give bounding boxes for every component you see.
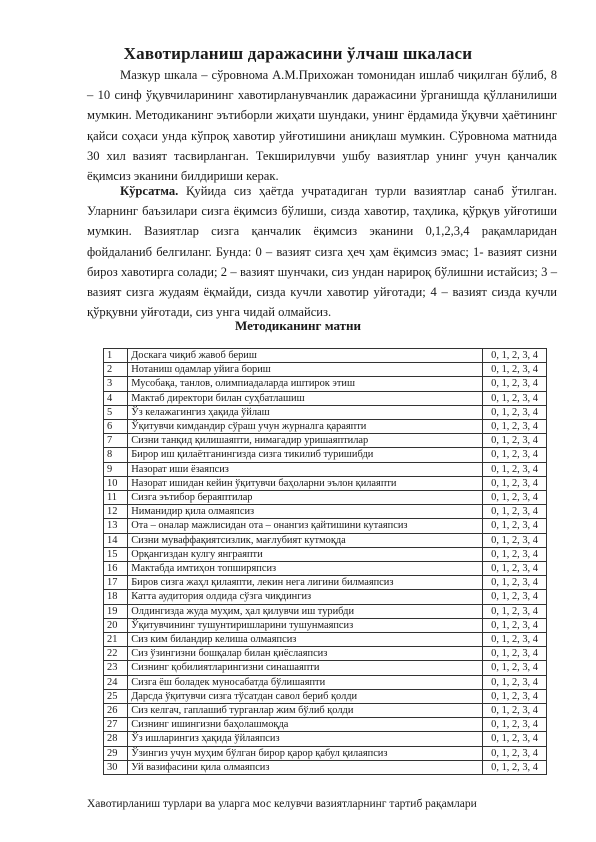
table-row — [104, 405, 547, 419]
item-scale: 0, 1, 2, 3, 4 — [483, 718, 547, 732]
item-number: 3 — [104, 377, 128, 391]
item-situation: Сизни танқид қилишаяпти, нимагадир уришаяптилар — [128, 434, 483, 448]
item-situation: Назорат ишидан кейин ўқитувчи баҳоларни эълон қилаяпти — [128, 476, 483, 490]
table-row — [104, 377, 547, 391]
instruction-label: Кўрсатма. — [120, 184, 179, 198]
item-scale: 0, 1, 2, 3, 4 — [483, 647, 547, 661]
table-row — [104, 533, 547, 547]
item-scale: 0, 1, 2, 3, 4 — [483, 604, 547, 618]
item-scale: 0, 1, 2, 3, 4 — [483, 462, 547, 476]
table-row — [104, 420, 547, 434]
item-scale: 0, 1, 2, 3, 4 — [483, 590, 547, 604]
item-number: 6 — [104, 420, 128, 434]
item-number: 30 — [104, 760, 128, 774]
table-row — [104, 363, 547, 377]
item-situation: Ўз келажагингиз ҳақида ўйлаш — [128, 405, 483, 419]
items-table — [103, 348, 547, 775]
item-situation: Сизни муваффақиятсизлик, мағлубият кутмоқда — [128, 533, 483, 547]
item-number: 21 — [104, 633, 128, 647]
item-scale: 0, 1, 2, 3, 4 — [483, 760, 547, 774]
table-row — [104, 718, 547, 732]
item-situation: Доскага чиқиб жавоб бериш — [128, 349, 483, 363]
table-row — [104, 675, 547, 689]
item-scale: 0, 1, 2, 3, 4 — [483, 420, 547, 434]
table-row — [104, 462, 547, 476]
table-row — [104, 576, 547, 590]
item-number: 22 — [104, 647, 128, 661]
table-row — [104, 618, 547, 632]
item-scale: 0, 1, 2, 3, 4 — [483, 391, 547, 405]
table-row — [104, 448, 547, 462]
table-row — [104, 434, 547, 448]
table-row — [104, 689, 547, 703]
item-situation: Биров сизга жаҳл қилаяпти, лекин нега лигини билмаяпсиз — [128, 576, 483, 590]
item-number: 5 — [104, 405, 128, 419]
item-situation: Катта аудитория олдида сўзга чиқдингиз — [128, 590, 483, 604]
item-scale: 0, 1, 2, 3, 4 — [483, 562, 547, 576]
item-number: 29 — [104, 746, 128, 760]
table-row — [104, 519, 547, 533]
item-number: 4 — [104, 391, 128, 405]
item-number: 18 — [104, 590, 128, 604]
item-situation: Сизнинг қобилиятларингизни синашаяпти — [128, 661, 483, 675]
item-situation: Назорат иши ёзаяпсиз — [128, 462, 483, 476]
table-row — [104, 661, 547, 675]
instruction-text: Қуйида сиз ҳаётда учратадиган турли вазиятлар санаб ўтилган. Уларнинг баъзилари сизга ёқимсиз бўлиши, сизда хавотир, таҳлика, қўрқув уйғотиши мумкин. Вазиятлар сизга қанчалик ёқимсиз эканини 0,1,2,3,4 рақамларидан фойдаланиб белгиланг. Бунда: 0 – вазият сизга ҳеч ҳам ёқимсиз эмас; 1- вазият сизни бироз хавотирга солади; 2 – вазият шунчаки, сиз ундан нарироқ бўлишни истайсиз; 3 – вазият сизга жудаям ёқмайди, сизда кучли хавотир уйғотади; 4 – вазият сизда кучли қўрқувни уйғотади, сиз унга чидай олмайсиз. — [87, 184, 557, 320]
item-number: 25 — [104, 689, 128, 703]
item-situation: Бирор иш қилаётганингизда сизга тикилиб туришибди — [128, 448, 483, 462]
table-row — [104, 760, 547, 774]
item-number: 20 — [104, 618, 128, 632]
item-number: 19 — [104, 604, 128, 618]
item-scale: 0, 1, 2, 3, 4 — [483, 505, 547, 519]
table-row — [104, 590, 547, 604]
item-situation: Сизга ёш боладек муносабатда бўлишаяпти — [128, 675, 483, 689]
item-situation: Сиз келгач, гаплашиб турганлар жим бўлиб қолди — [128, 704, 483, 718]
item-number: 2 — [104, 363, 128, 377]
item-scale: 0, 1, 2, 3, 4 — [483, 689, 547, 703]
item-scale: 0, 1, 2, 3, 4 — [483, 349, 547, 363]
table-row — [104, 633, 547, 647]
item-number: 7 — [104, 434, 128, 448]
item-number: 26 — [104, 704, 128, 718]
item-scale: 0, 1, 2, 3, 4 — [483, 476, 547, 490]
item-number: 16 — [104, 562, 128, 576]
item-scale: 0, 1, 2, 3, 4 — [483, 363, 547, 377]
document-title: Хавотирланиш даражасини ўлчаш шкаласи — [123, 44, 473, 63]
item-number: 10 — [104, 476, 128, 490]
item-number: 15 — [104, 547, 128, 561]
item-situation: Ниманидир қила олмаяпсиз — [128, 505, 483, 519]
item-scale: 0, 1, 2, 3, 4 — [483, 618, 547, 632]
method-subtitle: Методиканинг матни — [235, 318, 361, 333]
intro-paragraph: Мазкур шкала – сўровнома А.М.Прихожан томонидан ишлаб чиқилган бўлиб, 8 – 10 синф ўқувчиларининг хавотирланувчанлик даражасини ўрганишда қўлланилиши мумкин. Методиканинг эътиборли жиҳати шундаки, унинг ёрдамида ўқувчи ҳаётининг қайси соҳаси унда кўпроқ хавотир уйғотишини аниқлаш мумкин. Сўровнома матнида 30 хил вазият тасвирланган. Текширилувчи ушбу вазиятлар унинг учун қанчалик ёқимсиз эканини билдириши керак. — [87, 68, 557, 184]
item-situation: Ўз ишларингиз ҳақида ўйлаяпсиз — [128, 732, 483, 746]
table-row — [104, 391, 547, 405]
item-number: 12 — [104, 505, 128, 519]
instruction-paragraph — [87, 181, 557, 322]
item-situation: Уй вазифасини қила олмаяпсиз — [128, 760, 483, 774]
item-number: 1 — [104, 349, 128, 363]
item-number: 14 — [104, 533, 128, 547]
item-number: 17 — [104, 576, 128, 590]
item-number: 27 — [104, 718, 128, 732]
items-table-body — [104, 349, 547, 775]
item-scale: 0, 1, 2, 3, 4 — [483, 704, 547, 718]
table-row — [104, 604, 547, 618]
table-row — [104, 505, 547, 519]
item-scale: 0, 1, 2, 3, 4 — [483, 633, 547, 647]
item-scale: 0, 1, 2, 3, 4 — [483, 732, 547, 746]
item-situation: Сиз ўзингизни бошқалар билан қиёслаяпсиз — [128, 647, 483, 661]
item-situation: Нотаниш одамлар уйига бориш — [128, 363, 483, 377]
item-situation: Мактабда имтиҳон топширяпсиз — [128, 562, 483, 576]
table-row — [104, 704, 547, 718]
item-number: 9 — [104, 462, 128, 476]
item-number: 8 — [104, 448, 128, 462]
item-situation: Мактаб директори билан суҳбатлашиш — [128, 391, 483, 405]
item-scale: 0, 1, 2, 3, 4 — [483, 448, 547, 462]
table-row — [104, 547, 547, 561]
item-situation: Сиз ким биландир келиша олмаяпсиз — [128, 633, 483, 647]
footer-caption: Хавотирланиш турлари ва уларга мос келувчи вазиятларнинг тартиб рақамлари — [87, 798, 477, 810]
item-scale: 0, 1, 2, 3, 4 — [483, 434, 547, 448]
item-situation: Сизнинг ишингизни баҳолашмоқда — [128, 718, 483, 732]
item-scale: 0, 1, 2, 3, 4 — [483, 661, 547, 675]
item-scale: 0, 1, 2, 3, 4 — [483, 405, 547, 419]
item-scale: 0, 1, 2, 3, 4 — [483, 491, 547, 505]
item-number: 13 — [104, 519, 128, 533]
item-number: 24 — [104, 675, 128, 689]
item-situation: Ўқитувчининг тушунтиришларини тушунмаяпсиз — [128, 618, 483, 632]
item-scale: 0, 1, 2, 3, 4 — [483, 576, 547, 590]
item-situation: Ўқитувчи кимдандир сўраш учун журналга қараяпти — [128, 420, 483, 434]
item-situation: Орқангиздан кулгу янграяпти — [128, 547, 483, 561]
table-row — [104, 562, 547, 576]
table-row — [104, 491, 547, 505]
item-situation: Ота – оналар мажлисидан ота – онангиз қайтишини кутаяпсиз — [128, 519, 483, 533]
item-number: 11 — [104, 491, 128, 505]
item-situation: Олдингизда жуда муҳим, ҳал қилувчи иш турибди — [128, 604, 483, 618]
item-number: 23 — [104, 661, 128, 675]
item-scale: 0, 1, 2, 3, 4 — [483, 519, 547, 533]
item-scale: 0, 1, 2, 3, 4 — [483, 377, 547, 391]
table-row — [104, 647, 547, 661]
item-situation: Мусобақа, танлов, олимпиадаларда иштирок этиш — [128, 377, 483, 391]
item-scale: 0, 1, 2, 3, 4 — [483, 746, 547, 760]
item-situation: Ўзингиз учун муҳим бўлган бирор қарор қабул қилаяпсиз — [128, 746, 483, 760]
table-row — [104, 732, 547, 746]
table-row — [104, 746, 547, 760]
table-row — [104, 476, 547, 490]
item-scale: 0, 1, 2, 3, 4 — [483, 675, 547, 689]
item-number: 28 — [104, 732, 128, 746]
item-situation: Дарсда ўқитувчи сизга тўсатдан савол бериб қолди — [128, 689, 483, 703]
table-row — [104, 349, 547, 363]
item-scale: 0, 1, 2, 3, 4 — [483, 547, 547, 561]
item-scale: 0, 1, 2, 3, 4 — [483, 533, 547, 547]
item-situation: Сизга эътибор бераяптилар — [128, 491, 483, 505]
